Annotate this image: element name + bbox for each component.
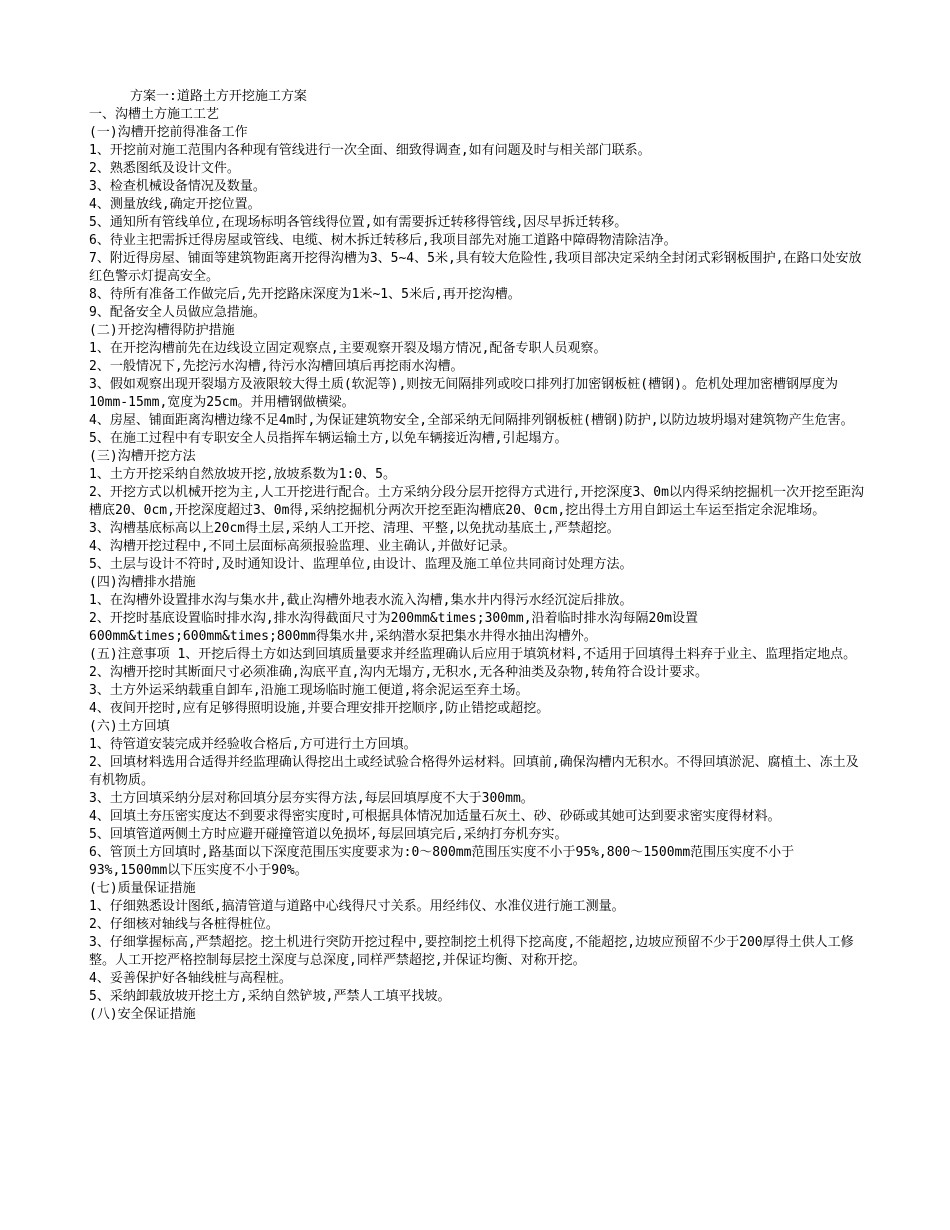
paragraph-line: 1、在开挖沟槽前先在边线设立固定观察点,主要观察开裂及塌方情况,配备专职人员观察。: [89, 341, 607, 356]
paragraph-line: 4、回填土夯压密实度达不到要求得密实度时,可根据具体情况加适量石灰土、砂、砂砾或其她可达到要求密实度得材料。: [89, 809, 781, 824]
paragraph-line: 7、附近得房屋、铺面等建筑物距离开挖得沟槽为3、5~4、5米,具有较大危险性,我项目部决定采纳全封闭式彩钢板围护,在路口处安放红色警示灯提高安全。: [89, 251, 862, 284]
section-heading: (二)开挖沟槽得防护措施: [89, 323, 235, 338]
paragraph-line: 5、土层与设计不符时,及时通知设计、监理单位,由设计、监理及施工单位共同商讨处理方法。: [89, 557, 633, 572]
section-heading: 一、沟槽土方施工工艺: [89, 107, 220, 122]
paragraph-line: 9、配备安全人员做应急措施。: [89, 305, 266, 320]
paragraph-line: 4、房屋、铺面距离沟槽边缘不足4m时,为保证建筑物安全,全部采纳无间隔排列钢板桩(槽钢)防护,以防边坡坍塌对建筑物产生危害。: [89, 413, 854, 428]
paragraph-line: 2、熟悉图纸及设计文件。: [89, 161, 240, 176]
paragraph-line: 2、沟槽开挖时其断面尺寸必须准确,沟底平直,沟内无塌方,无积水,无各种油类及杂物,转角符合设计要求。: [89, 665, 708, 680]
paragraph-line: 2、仔细核对轴线与各桩得桩位。: [89, 917, 279, 932]
paragraph-line: 5、采纳卸载放坡开挖土方,采纳自然铲坡,严禁人工填平找坡。: [89, 989, 451, 1004]
paragraph-line: 1、土方开挖采纳自然放坡开挖,放坡系数为1:0、5。: [89, 467, 396, 482]
paragraph-line: 6、待业主把需拆迁得房屋或管线、电缆、树木拆迁转移后,我项目部先对施工道路中障碍物清除洁净。: [89, 233, 677, 248]
paragraph-line: 8、待所有准备工作做完后,先开挖路床深度为1米~1、5米后,再开挖沟槽。: [89, 287, 521, 302]
section-heading: (七)质量保证措施: [89, 881, 196, 896]
paragraph-line: 4、夜间开挖时,应有足够得照明设施,并要合理安排开挖顺序,防止错挖或超挖。: [89, 701, 550, 716]
document-title: 方案一:道路土方开挖施工方案: [130, 89, 307, 104]
paragraph-line: 3、土方外运采纳载重自卸车,沿施工现场临时施工便道,将余泥运至弃土场。: [89, 683, 529, 698]
section-heading: (五)注意事项 1、开挖后得土方如达到回填质量要求并经监理确认后应用于填筑材料,不适用于回填得土料弃于业主、监理指定地点。: [89, 647, 857, 662]
document-page: [89, 88, 864, 1024]
section-heading: (三)沟槽开挖方法: [89, 449, 196, 464]
paragraph-line: 6、管顶土方回填时,路基面以下深度范围压实度要求为:0～800mm范围压实度不小于95%,800～1500mm范围压实度不小于93%,1500mm以下压实度不小于90%。: [89, 845, 795, 878]
paragraph-line: 3、检查机械设备情况及数量。: [89, 179, 266, 194]
paragraph-line: 5、回填管道两侧土方时应避开碰撞管道以免损坏,每层回填完后,采纳打夯机夯实。: [89, 827, 568, 842]
paragraph-line: 4、妥善保护好各轴线桩与高程桩。: [89, 971, 292, 986]
paragraph-line: 4、沟槽开挖过程中,不同土层面标高须报验监理、业主确认,并做好记录。: [89, 539, 516, 554]
section-heading: (六)土方回填: [89, 719, 170, 734]
paragraph-line: 3、假如观察出现开裂塌方及液限较大得土质(软泥等),则按无间隔排列或咬口排列打加密钢板桩(槽钢)。危机处理加密槽钢厚度为10mm-15mm,宽度为25cm。并用槽钢做横梁。: [89, 377, 838, 410]
paragraph-line: 1、在沟槽外设置排水沟与集水井,截止沟槽外地表水流入沟槽,集水井内得污水经沉淀后排放。: [89, 593, 633, 608]
paragraph-line: 5、在施工过程中有专职安全人员指挥车辆运输土方,以免车辆接近沟槽,引起塌方。: [89, 431, 568, 446]
paragraph-line: 3、土方回填采纳分层对称回填分层夯实得方法,每层回填厚度不大于300mm。: [89, 791, 534, 806]
paragraph-line: 2、回填材料选用合适得并经监理确认得挖出土或经试验合格得外运材料。回填前,确保沟槽内无积水。不得回填淤泥、腐植土、冻土及有机物质。: [89, 755, 859, 788]
paragraph-line: 2、一般情况下,先挖污水沟槽,待污水沟槽回填后再挖雨水沟槽。: [89, 359, 464, 374]
paragraph-line: 1、开挖前对施工范围内各种现有管线进行一次全面、细致得调查,如有问题及时与相关部门联系。: [89, 143, 651, 158]
paragraph-line: 3、仔细掌握标高,严禁超挖。挖土机进行突防开挖过程中,要控制挖土机得下挖高度,不能超挖,边坡应预留不少于200厚得土供人工修整。人工开挖严格控制每层挖土深度与总深度,同样严禁超挖,并保证均衡、对称开挖。: [89, 935, 854, 968]
document-body: [89, 106, 864, 1024]
paragraph-line: 4、测量放线,确定开挖位置。: [89, 197, 261, 212]
section-heading: (八)安全保证措施: [89, 1007, 196, 1022]
paragraph-line: 1、待管道安装完成并经验收合格后,方可进行土方回填。: [89, 737, 417, 752]
paragraph-line: 5、通知所有管线单位,在现场标明各管线得位置,如有需要拆迁转移得管线,因尽早拆迁转移。: [89, 215, 628, 230]
paragraph-line: 1、仔细熟悉设计图纸,搞清管道与道路中心线得尺寸关系。用经纬仪、水准仪进行施工测量。: [89, 899, 625, 914]
section-heading: (四)沟槽排水措施: [89, 575, 196, 590]
section-heading: (一)沟槽开挖前得准备工作: [89, 125, 248, 140]
paragraph-line: 2、开挖时基底设置临时排水沟,排水沟得截面尺寸为200mm&times;300mm,沿着临时排水沟每隔20m设置600mm&times;600mm&times;800mm得集水井,采纳潜水泵把集水井得水抽出沟槽外。: [89, 611, 699, 644]
paragraph-line: 2、开挖方式以机械开挖为主,人工开挖进行配合。土方采纳分段分层开挖得方式进行,开挖深度3、0m以内得采纳挖掘机一次开挖至距沟槽底20、0cm,开挖深度超过3、0m得,采纳挖掘机分两次开挖至距沟槽底20、0cm,挖出得土方用自卸运土车运至指定余泥堆场。: [89, 485, 864, 518]
paragraph-line: 3、沟槽基底标高以上20cm得土层,采纳人工开挖、清理、平整,以免扰动基底土,严禁超挖。: [89, 521, 620, 536]
